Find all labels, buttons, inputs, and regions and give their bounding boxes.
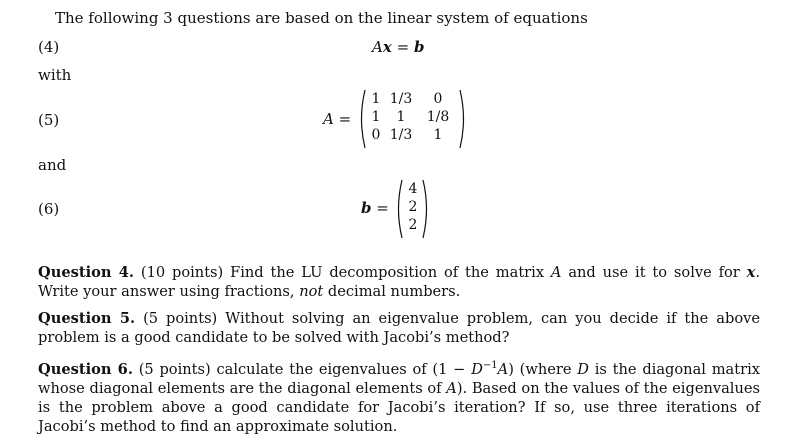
symbol-b-vector: b [361, 199, 372, 217]
symbol-b: b [413, 38, 425, 56]
matrix-cell: 0 [371, 127, 381, 143]
superscript-minus-one: −1 [482, 360, 498, 371]
matrix-cell: 1 [396, 109, 406, 125]
symbol-a: A [372, 38, 383, 56]
matrix-a [368, 91, 458, 143]
question-text: (5 points) calculate the eigenvalues of (1 − [138, 360, 472, 378]
matrix-cell: 1/3 [389, 91, 413, 107]
question-text: ). Based on the values of the eigenvalues is the problem above a good candidate for Jacobi’s iteration? If so, use three iterations of Jacobi’s method to find an approximate solution. [38, 379, 760, 435]
left-paren [357, 89, 367, 149]
symbol-a: A [446, 379, 457, 397]
right-paren [421, 179, 431, 239]
matrix-cell: 1 [371, 109, 381, 125]
question-text: ) (where [508, 360, 578, 378]
question-text: . Write your answer using fractions, [38, 264, 760, 300]
vector-cell: 2 [408, 199, 418, 215]
question-text: decimal numbers. [323, 283, 461, 300]
symbol-d: D [471, 360, 483, 378]
intro-text: The following 3 questions are based on the linear system of equations [55, 9, 588, 27]
matrix-a-label [323, 110, 351, 128]
question-text: (5 points) Without solving an eigenvalue problem, can you decide if the above problem is a good candidate to be solved with Jacobi’s method? [38, 310, 760, 346]
vector-cell: 4 [408, 181, 418, 197]
question-5 [38, 309, 760, 347]
equation-number-5: (5) [38, 111, 60, 129]
equals-sign: = [376, 199, 389, 217]
right-paren [458, 89, 468, 149]
matrix-cell: 1/8 [426, 109, 450, 125]
symbol-d: D [577, 360, 589, 378]
left-paren [394, 179, 404, 239]
with-text: with [38, 66, 72, 84]
vector-b [405, 181, 421, 233]
symbol-a: A [497, 360, 509, 378]
symbol-a-matrix: A [323, 110, 334, 128]
question-text: (10 points) Find the LU decomposition of the matrix [140, 264, 551, 281]
question-4 [38, 263, 760, 301]
matrix-cell: 1 [371, 91, 381, 107]
question-text: is the diagonal matrix whose diagonal elements are the diagonal elements of [38, 360, 760, 397]
equation-ax-b [372, 38, 424, 56]
equation-number-4: (4) [38, 38, 60, 56]
matrix-cell: 0 [433, 91, 443, 107]
symbol-x: x [746, 264, 756, 281]
matrix-cell: 1/3 [389, 127, 413, 143]
question-5-label: Question 5. [38, 310, 136, 327]
question-6-label: Question 6. [38, 360, 133, 378]
vector-cell: 2 [408, 217, 418, 233]
equals-sign: = [396, 38, 410, 56]
question-text: and use it to solve for [561, 264, 747, 281]
equation-number-6: (6) [38, 200, 60, 218]
equals-sign: = [338, 110, 352, 128]
and-text: and [38, 156, 67, 174]
emphasis-not: not [299, 283, 324, 300]
symbol-a: A [550, 264, 562, 281]
vector-b-label [361, 199, 389, 217]
question-6 [38, 356, 760, 436]
question-4-label: Question 4. [38, 264, 134, 281]
symbol-x: x [382, 38, 392, 56]
matrix-cell: 1 [433, 127, 443, 143]
